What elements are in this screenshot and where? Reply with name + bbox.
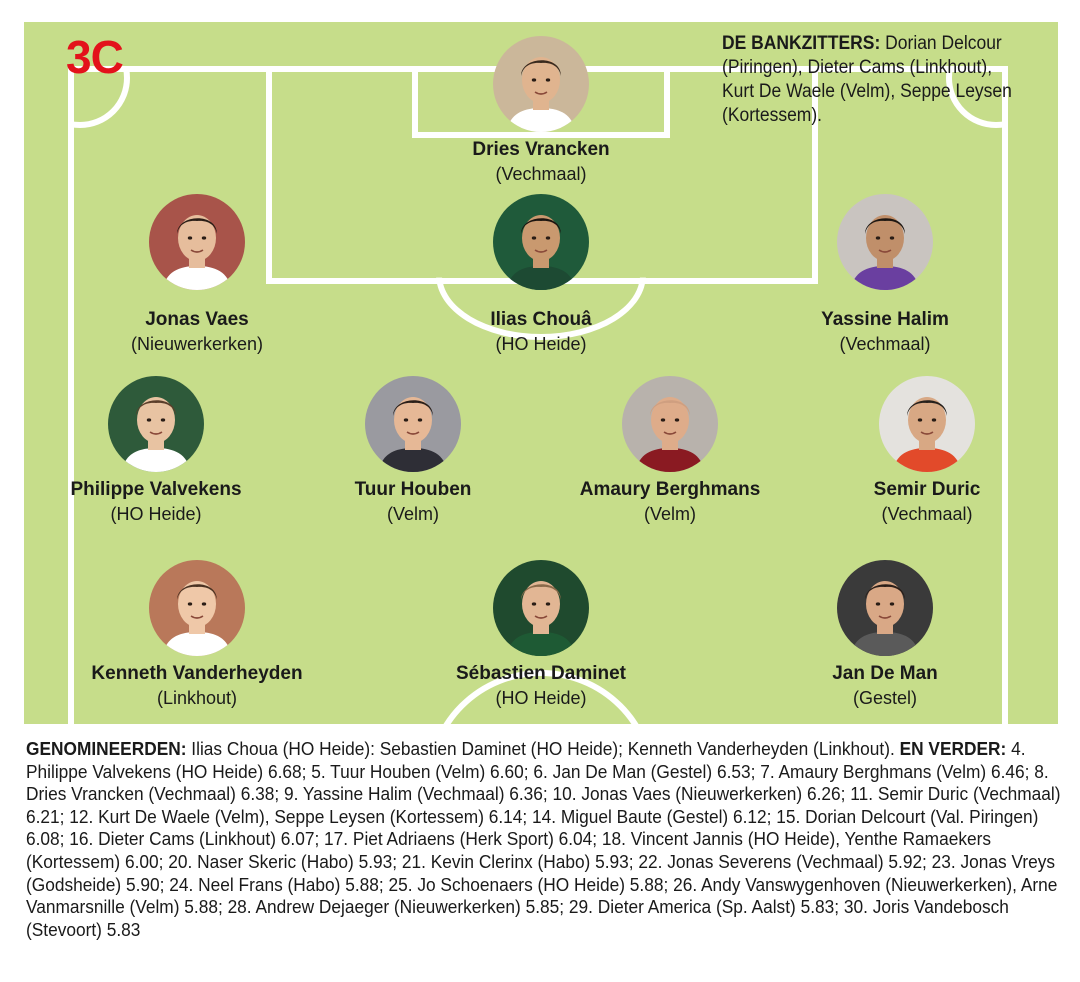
player-club: (Nieuwerkerken) bbox=[130, 334, 264, 354]
player-club: (Velm) bbox=[386, 504, 439, 524]
portrait-eye-right bbox=[890, 236, 894, 239]
portrait-eye-right bbox=[546, 78, 550, 81]
player-photo bbox=[837, 194, 933, 290]
player-name: Jonas Vaes bbox=[145, 309, 249, 330]
player-card[interactable] bbox=[755, 560, 1015, 710]
player-card[interactable] bbox=[411, 36, 671, 186]
portrait-eye-left bbox=[147, 418, 151, 421]
portrait-eye-right bbox=[675, 418, 679, 421]
ranking-footer bbox=[26, 738, 1066, 960]
player-photo bbox=[365, 376, 461, 472]
player-portrait-icon bbox=[837, 560, 933, 656]
player-portrait-icon bbox=[108, 376, 204, 472]
player-portrait-icon bbox=[149, 194, 245, 290]
player-portrait-icon bbox=[493, 560, 589, 656]
player-portrait-icon bbox=[493, 194, 589, 290]
player-club: (HO Heide) bbox=[495, 688, 587, 708]
further-text: 4. Philippe Valvekens (HO Heide) 6.68; 5. Tuur Houben (Velm) 6.60; 6. Jan De Man (Gestel) 6.53; 7. Amaury Berghmans (Velm) 6.46; 8. Dries Vrancken (Vechmaal) 6.38; 9. Yassine Halim (Vechmaal) 6.36; 10. Jonas Vaes (Nieuwerkerken) 6.26; 11. Semir Duric (Vechmaal) 6.21; 12. Kurt De Waele (Velm), Seppe Leysen (Kortessem) 6.14; 14. Miguel Baute (Gestel) 6.12; 15. Dorian Delcourt (Val. Piringen) 6.08; 16. Dieter Cams (Linkhout) 6.07; 17. Piet Adriaens (Herk Sport) 6.04; 18. Vincent Jannis (HO Heide), Yenthe Ramaekers (Kortessem) 6.00; 20. Naser Skeric (Habo) 5.93; 21. Kevin Clerinx (Habo) 5.93; 22. Jonas Severens (Vechmaal) 5.92; 23. Jonas Vreys (Godsheide) 5.90; 24. Neel Frans (Habo) 5.88; 25. Jo Schoenaers (HO Heide) 5.88; 26. Andy Vanswygenhoven (Nieuwerkerken), Arne Vanmarsnille (Velm) 5.88; 28. Andrew Dejaeger (Nieuwerkerken) 5.85; 29. Dieter America (Sp. Aalst) 5.83; 30. Joris Vandebosch (Stevoort) 5.83 bbox=[26, 738, 1061, 940]
portrait-eye-left bbox=[532, 78, 536, 81]
player-portrait-icon bbox=[879, 376, 975, 472]
player-name: Kenneth Vanderheyden bbox=[91, 663, 303, 684]
player-portrait-icon bbox=[622, 376, 718, 472]
player-name: Jan De Man bbox=[832, 663, 938, 684]
player-card[interactable] bbox=[797, 376, 1057, 526]
player-photo bbox=[622, 376, 718, 472]
player-portrait-icon bbox=[149, 560, 245, 656]
portrait-eye-right bbox=[418, 418, 422, 421]
portrait-eye-left bbox=[918, 418, 922, 421]
player-club: (Velm) bbox=[643, 504, 696, 524]
nominees-text: Ilias Choua (HO Heide): Sebastien Daminet (HO Heide); Kenneth Vanderheyden (Linkhout). bbox=[186, 738, 900, 759]
player-name: Philippe Valvekens bbox=[70, 479, 242, 500]
player-photo bbox=[837, 560, 933, 656]
player-card[interactable] bbox=[540, 376, 800, 526]
player-name: Tuur Houben bbox=[354, 479, 472, 500]
player-photo bbox=[149, 194, 245, 290]
player-portrait-icon bbox=[365, 376, 461, 472]
bench-text: Dorian Delcour (Piringen), Dieter Cams (Linkhout), Kurt De Waele (Velm), Seppe Leysen (Kortessem). bbox=[722, 33, 1012, 126]
portrait-eye-right bbox=[161, 418, 165, 421]
nominees-label: GENOMINEERDEN: bbox=[26, 738, 187, 759]
portrait-eye-left bbox=[532, 602, 536, 605]
player-card[interactable] bbox=[67, 194, 327, 356]
player-club: (Gestel) bbox=[852, 688, 917, 708]
portrait-eye-right bbox=[932, 418, 936, 421]
player-club: (HO Heide) bbox=[495, 334, 587, 354]
player-card[interactable] bbox=[411, 194, 671, 356]
player-name: Dries Vrancken bbox=[472, 139, 610, 160]
player-name: Ilias Chouâ bbox=[490, 309, 592, 330]
portrait-eye-left bbox=[404, 418, 408, 421]
portrait-eye-left bbox=[188, 602, 192, 605]
player-name: Yassine Halim bbox=[821, 309, 949, 330]
portrait-eye-left bbox=[661, 418, 665, 421]
portrait-eye-left bbox=[876, 236, 880, 239]
bench-label: DE BANKZITTERS: bbox=[722, 33, 881, 54]
player-photo bbox=[879, 376, 975, 472]
player-photo bbox=[493, 194, 589, 290]
player-photo bbox=[149, 560, 245, 656]
player-card[interactable] bbox=[26, 376, 286, 526]
player-name: Sébastien Daminet bbox=[456, 663, 626, 684]
player-name: Amaury Berghmans bbox=[579, 479, 761, 500]
player-club: (Vechmaal) bbox=[495, 164, 587, 184]
player-club: (Vechmaal) bbox=[839, 334, 931, 354]
further-label: EN VERDER: bbox=[899, 738, 1007, 759]
portrait-eye-right bbox=[546, 236, 550, 239]
group-badge: 3C bbox=[66, 31, 123, 83]
player-card[interactable] bbox=[67, 560, 327, 710]
portrait-eye-right bbox=[890, 602, 894, 605]
portrait-eye-right bbox=[202, 236, 206, 239]
player-club: (HO Heide) bbox=[110, 504, 202, 524]
portrait-eye-right bbox=[546, 602, 550, 605]
player-photo bbox=[108, 376, 204, 472]
player-club: (Linkhout) bbox=[156, 688, 238, 708]
player-card[interactable] bbox=[755, 194, 1015, 356]
portrait-eye-right bbox=[202, 602, 206, 605]
player-portrait-icon bbox=[493, 36, 589, 132]
bench-players bbox=[722, 32, 1016, 128]
player-photo bbox=[493, 36, 589, 132]
player-club: (Vechmaal) bbox=[881, 504, 973, 524]
player-card[interactable] bbox=[283, 376, 543, 526]
portrait-eye-left bbox=[532, 236, 536, 239]
portrait-eye-left bbox=[188, 236, 192, 239]
player-photo bbox=[493, 560, 589, 656]
player-name: Semir Duric bbox=[873, 479, 981, 500]
player-portrait-icon bbox=[837, 194, 933, 290]
portrait-eye-left bbox=[876, 602, 880, 605]
player-card[interactable] bbox=[411, 560, 671, 710]
